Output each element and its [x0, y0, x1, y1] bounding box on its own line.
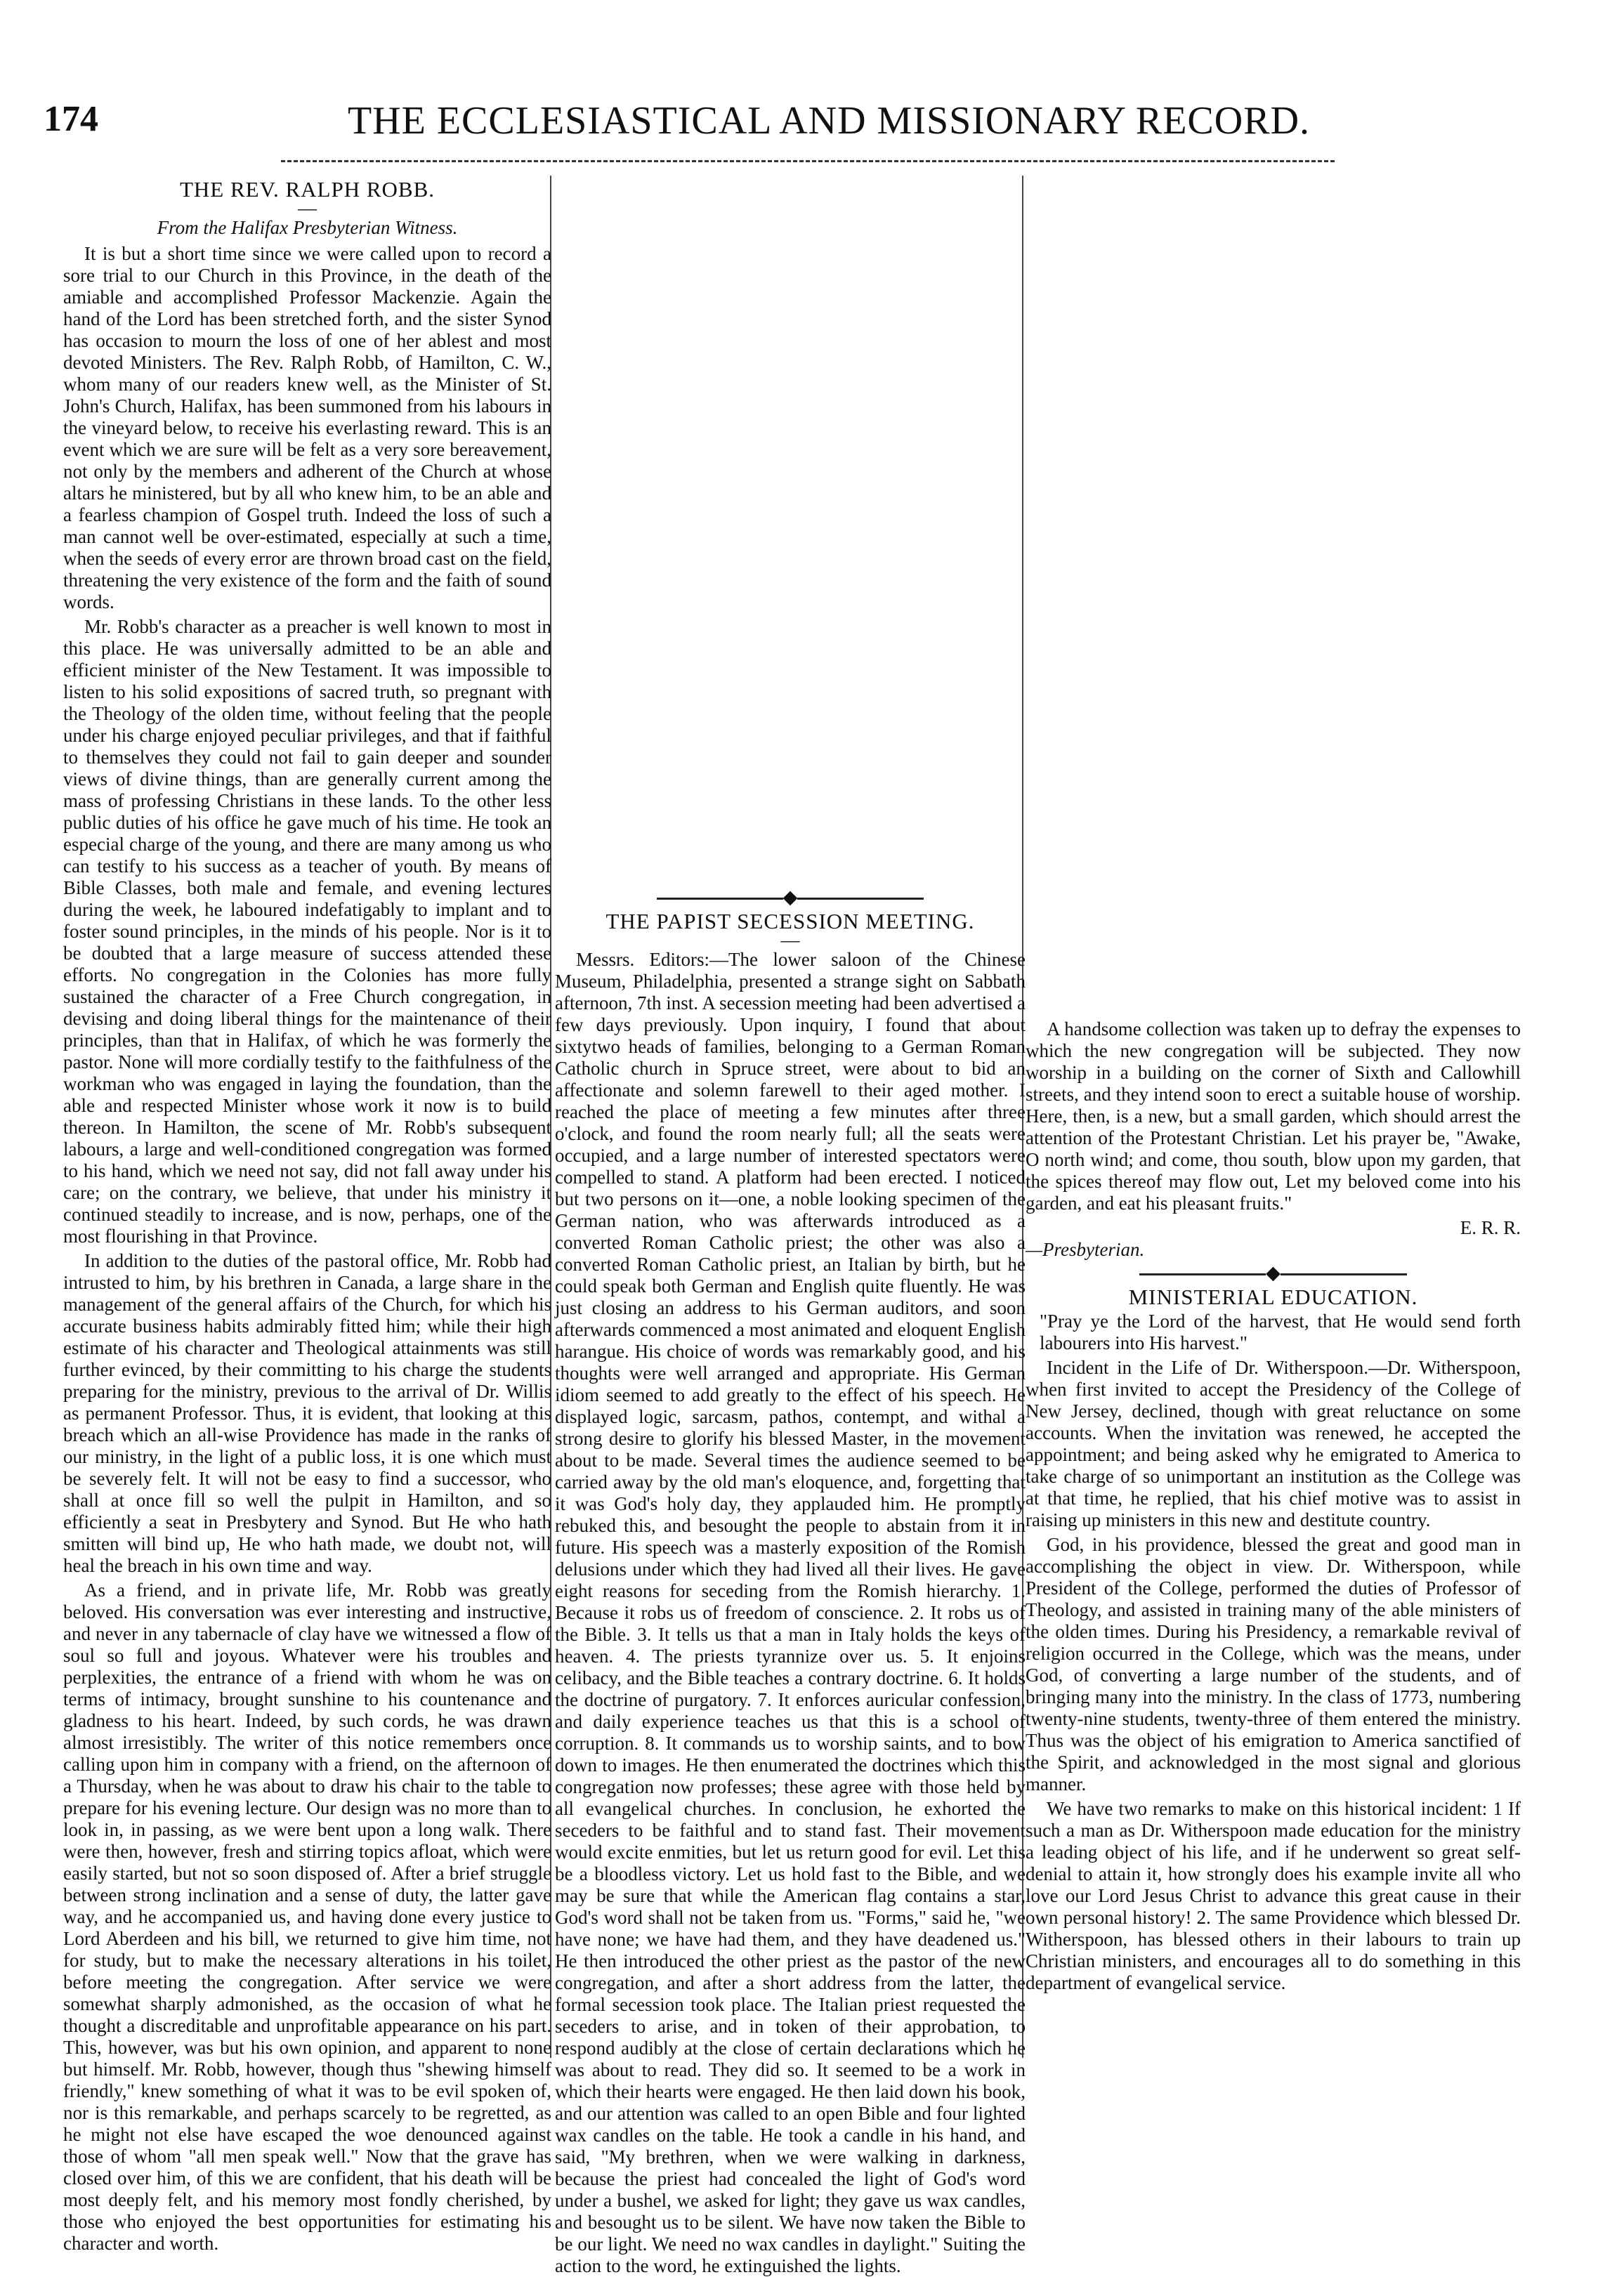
paragraph: As a friend, and in private life, Mr. Robb was greatly beloved. His conversation was ever interesting and instructive, and never in any tabernacle of clay have we witnessed a flow of soul so full and joyous. Whatever were his troubles and perplexities, the entrance of a friend with whom he was on terms of intimacy, brought sunshine to his countenance and gladness to his heart. Indeed, by such cords, he was drawn almost irresistibly. The writer of this notice remembers once calling upon him in company with a friend, on the afternoon of a Thursday, when he was about to draw his chair to the table to prepare for his evening lecture. Our design was no more than to look in, in passing, as we were bent upon a long walk. There were then, however, fresh and stirring topics afloat, which were easily started, but not so soon disposed of. After a brief struggle between strong inclination and a sense of duty, the latter gave way, and he accompanied us, and having done every justice to Lord Aberdeen and his bill, we returned to give him time, not for study, but to make the necessary alterations in his toilet, before meeting the congregation. After service we were somewhat sharply admonished, as the occasion of what he thought a discreditable and unprofitable appearance on his part. This, however, was but his own opinion, and apparent to none but himself. Mr. Robb, however, though thus "shewing himself friendly," knew something of what it was to be evil spoken of, nor is this remarkable, and perhaps scarcely to be regretted, as he might not else have escaped the woe denounced against those of whom "all men speak well." Now that the grave has closed over him, of this we are confident, that his death will be most deeply felt, and his memory most fondly cherished, by those who enjoyed the best opportunities for estimating his character and worth. [63, 1580, 551, 2254]
paragraph: A handsome collection was taken up to defray the expenses to which the new congregation will be subjected. They now worship in a building on the corner of Sixth and Callowhill streets, and they intend soon to erect a suitable house of worship. Here, then, is a new, but a small garden, which should arrest the attention of the Protestant Christian. Let his prayer be, "Awake, O north wind; and come, thou south, blow upon my garden, that the spices thereof may flow out, Let my beloved come into his garden, and eat his pleasant fruits." [1026, 1018, 1521, 1214]
column-1 [63, 176, 551, 2254]
article-source: From the Halifax Presbyterian Witness. [157, 217, 458, 238]
paragraph: Mr. Robb's character as a preacher is well known to most in this place. He was universally admitted to be an able and efficient minister of the New Testament. It was impossible to listen to his solid expositions of sacred truth, so pregnant with the Theology of the olden time, without feeling that the people under his charge enjoyed peculiar privileges, and that if faithful to themselves they could not fail to gain deeper and sounder views of divine things, than are generally current among the mass of professing Christians in these lands. To the other less public duties of his office he gave much of his time. He took an especial charge of the young, and there are many among us who can testify to his success as a teacher of youth. By means of Bible Classes, both male and female, and evening lectures during the week, he laboured indefatigably to implant and to foster sound principles, in the minds of his people. Nor is it to be doubted that a large measure of success attended these efforts. No congregation in the Colonies has more fully sustained the character of a Free Church congregation, in devising and doing liberal things for the maintenance of their principles, than that in Halifax, of which he was formerly the pastor. None will more cordially testify to the faithfulness of the workman who was engaged in laying the foundation, than the able and respected Minister whose work it now is to build thereon. In Hamilton, the scene of Mr. Robb's subsequent labours, a large and well-conditioned congregation was formed to his hand, which we need not say, did not fall away under his care; on the contrary, we believe, that under his ministry it continued steadily to increase, and is now, perhaps, one of the most flourishing in that Province. [63, 616, 551, 1247]
article-title: THE PAPIST SECESSION MEETING. [605, 909, 975, 933]
ornament-rule: ◆ [1026, 1268, 1521, 1278]
paragraph: It is but a short time since we were called upon to record a sore trial to our Church in this Province, in the death of the amiable and accomplished Professor Mackenzie. Again the hand of the Lord has been stretched forth, and the sister Synod has occasion to mourn the loss of one of her ablest and most devoted Ministers. The Rev. Ralph Robb, of Hamilton, C. W., whom many of our readers knew well, as the Minister of St. John's Church, Halifax, has been summoned from his labours in the vineyard below, to receive his everlasting reward. This is an event which we are sure will be felt as a very sore bereavement, not only by the members and adherent of the Church at whose altars he ministered, but by all who knew him, to be an able and a fearless champion of Gospel truth. Indeed the loss of such a man cannot well be over-estimated, especially at such a time, when the seeds of every error are thrown broad cast on the field, threatening the very existence of the form and the faith of sound words. [63, 243, 551, 612]
paragraph: Incident in the Life of Dr. Witherspoon.—Dr. Witherspoon, when first invited to accept the Presidency of the College of New Jersey, declined, though with great reluctance on some accounts. When the invitation was renewed, he accepted the appointment; and being asked why he emigrated to America to take charge of so unimportant an institution as the College was at that time, he replied, that his chief motive was to assist in raising up ministers in this new and destitute country. [1026, 1357, 1521, 1530]
page-header [0, 98, 1624, 162]
epigraph: "Pray ye the Lord of the harvest, that He would send forth labourers into His harvest." [1040, 1311, 1521, 1353]
article-source: —Presbyterian. [1026, 1239, 1145, 1260]
header-rule [281, 160, 1335, 162]
article-title: MINISTERIAL EDUCATION. [1128, 1285, 1418, 1309]
ornament-rule: ◆ [555, 892, 1026, 902]
title-dash: — [298, 197, 317, 218]
column-3 [1026, 176, 1521, 2198]
paragraph: We have two remarks to make on this historical incident: 1 If such a man as Dr. Witherspoon made education for the ministry a leading object of his life, and if he underwent so great self-denial to attain it, how strongly does his example invite all who love our Lord Jesus Christ to advance this great cause in their own personal history! 2. The same Providence which blessed Dr. Witherspoon, has blessed others in their labours to train up Christian ministers, and encourages all to do something in this department of evangelical service. [1026, 1798, 1521, 1993]
column-2 [555, 176, 1026, 2276]
page-number: 174 [44, 99, 98, 139]
article-title: THE REV. RALPH ROBB. [179, 177, 436, 202]
paragraph: Messrs. Editors:—The lower saloon of the Chinese Museum, Philadelphia, presented a strange sight on Sabbath afternoon, 7th inst. A secession meeting had been advertised a few days previously. Upon inquiry, I found that about sixtytwo heads of families, belonging to a German Roman Catholic church in Spruce street, were about to bid an affectionate and solemn farewell to their aged mother. I reached the place of meeting a few minutes after three o'clock, and found the room nearly full; all the seats were occupied, and a large number of interested spectators were compelled to stand. A platform had been erected. I noticed but two persons on it—one, a noble looking specimen of the German nation, who was afterwards introduced as a converted Roman Catholic priest; the other was also a converted Roman Catholic priest, an Italian by birth, but he could speak both German and English quite fluently. He was just closing an address to his German auditors, and soon afterwards commenced a most animated and eloquent English harangue. His choice of words was remarkably good, and his thoughts were well arranged and appropriate. His German idiom seemed to add greatly to the effect of his speech. He displayed logic, sarcasm, pathos, contempt, and withal a strong desire to glorify his blessed Master, in the movement about to be made. Several times the audience seemed to be carried away by the old man's eloquence, and, forgetting that it was God's holy day, they applauded him. He promptly rebuked this, and besought the people to abstain from it in future. His speech was a masterly exposition of the Romish delusions under which they had lived all their lives. He gave eight reasons for seceding from the Romish hierarchy. 1. Because it robs us of freedom of conscience. 2. It robs us of the Bible. 3. It tells us that a man in Italy holds the keys of heaven. 4. The priests tyrannize over us. 5. It enjoins celibacy, and the Bible teaches a contrary doctrine. 6. It holds the doctrine of purgatory. 7. It enforces auricular confession, and daily experience teaches us that this is a school of corruption. 8. It commands us to worship saints, and to bow down to images. He then enumerated the doctrines which this congregation now professes; these agree with those held by all evangelical churches. In conclusion, he exhorted the seceders to be faithful and to stand fast. Their movement would excite enmities, but let us return good for evil. Let this be a bloodless victory. Let us hold fast to the Bible, and we may be sure that while the American flag contains a star, God's word shall not be taken from us. "Forms," said he, "we have none; we have had them, and they have deadened us." He then introduced the other priest as the pastor of the new congregation, and after a short address from the latter, the formal secession took place. The Italian priest requested the seceders to arise, and in token of their approbation, to respond audibly at the close of certain declarations which he was about to read. They did so. It seemed to be a work in which their hearts were engaged. He then laid down his book, and our attention was called to an open Bible and four lighted wax candles on the table. He took a candle in his hand, and said, "My brethren, when we were walking in darkness, because the priest had concealed the light of God's word under a bushel, we asked for light; they gave us wax candles, and besought us to be silent. We have now taken the Bible to be our light. We need no wax candles in daylight." Suiting the action to the word, he extinguished the lights. [555, 949, 1026, 2276]
title-dash: — [780, 929, 800, 950]
signature: E. R. R. [1460, 1217, 1521, 1238]
running-title: THE ECCLESIASTICAL AND MISSIONARY RECORD. [347, 99, 1311, 143]
paragraph: In addition to the duties of the pastoral office, Mr. Robb had intrusted to him, by his brethren in Canada, a large share in the management of the general affairs of the Church, for which his accurate business habits admirably fitted him; while their high estimate of his character and Theological attainments was still further evinced, by their committing to his charge the students preparing for the ministry, previous to the arrival of Dr. Willis as permanent Professor. Thus, it is evident, that looking at this breach which an all-wise Providence has made in the ranks of our ministry, in the light of a public loss, it is one which must be severely felt. It will not be easy to find a successor, who shall at once fill so well the pulpit in Hamilton, and so efficiently a seat in Presbytery and Synod. But He who hath smitten will bind up, He who hath made, we doubt not, will heal the breach in his own time and way. [63, 1250, 551, 1576]
paragraph: God, in his providence, blessed the great and good man in accomplishing the object in view. Dr. Witherspoon, while President of the College, performed the duties of Professor of Theology, and assisted in training many of the able ministers of the olden times. During his Presidency, a remarkable revival of religion occurred in the College, which was the means, under God, of converting a large number of the students, and of bringing many into the ministry. In the class of 1773, numbering twenty-nine students, twenty-three of them entered the ministry. Thus was the object of his emigration to America sanctified of the Spirit, and acknowledged in the most signal and glorious manner. [1026, 1534, 1521, 1794]
